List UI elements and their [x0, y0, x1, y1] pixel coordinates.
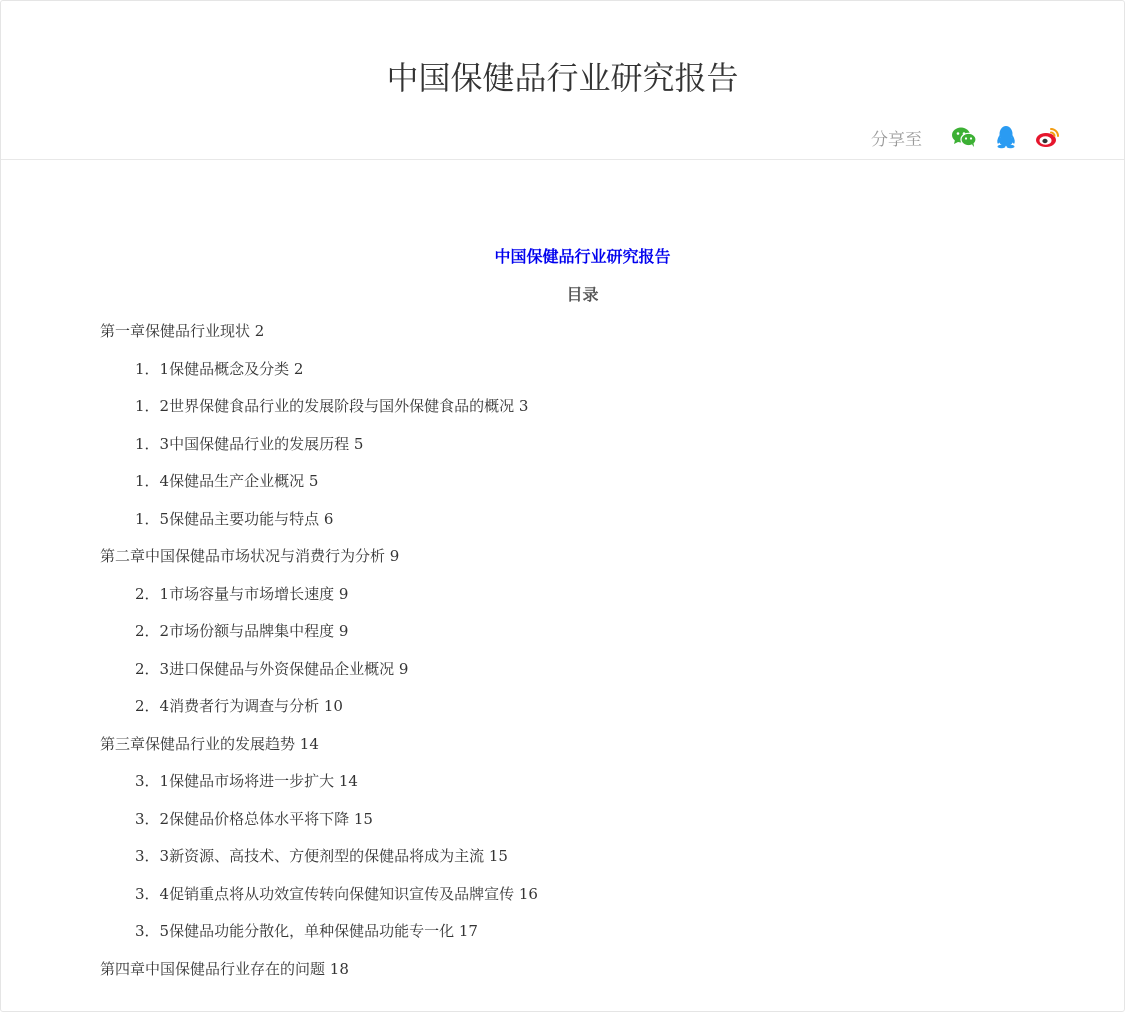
toc-section-entry: 3．3新资源、高技术、方便剂型的保健品将成为主流 15: [135, 847, 508, 865]
toc-chapter-entry: 第一章保健品行业现状 2: [100, 322, 265, 340]
share-bar: [871, 121, 1062, 153]
toc-section-entry: 1．5保健品主要功能与特点 6: [135, 509, 334, 528]
page-header: [1, 1, 1124, 160]
table-of-contents: [100, 319, 538, 994]
document-title: 中国保健品行业研究报告: [494, 247, 671, 266]
page-title: 中国保健品行业研究报告: [386, 59, 739, 97]
share-label: 分享至: [871, 129, 922, 150]
toc-section-entry: 3．2保健品价格总体水平将下降 15: [135, 809, 373, 828]
toc-heading: 目录: [566, 285, 599, 304]
toc-section-entry: 3．1保健品市场将进一步扩大 14: [135, 772, 358, 790]
toc-section-entry: 1．4保健品生产企业概况 5: [135, 472, 319, 490]
toc-section-entry: 1．2世界保健食品行业的发展阶段与国外保健食品的概况 3: [135, 397, 529, 415]
toc-section-entry: 3．4促销重点将从功效宣传转向保健知识宣传及品牌宣传 16: [135, 884, 538, 903]
toc-chapter-entry: 第三章保健品行业的发展趋势 14: [100, 734, 319, 753]
toc-section-entry: 2．1市场容量与市场增长速度 9: [135, 584, 349, 603]
toc-section-entry: 1．1保健品概念及分类 2: [135, 359, 304, 378]
toc-section-entry: 3．5保健品功能分散化，单种保健品功能专一化 17: [135, 922, 478, 940]
toc-section-entry: 2．2市场份额与品牌集中程度 9: [135, 622, 349, 640]
weibo-icon[interactable]: [1034, 123, 1062, 151]
toc-chapter-entry: 第四章中国保健品行业存在的问题 18: [100, 959, 349, 978]
toc-section-entry: 2．3进口保健品与外资保健品企业概况 9: [135, 659, 409, 678]
toc-chapter-entry: 第二章中国保健品市场状况与消费行为分析 9: [100, 547, 400, 565]
qq-icon[interactable]: [992, 123, 1020, 151]
toc-section-entry: 1．3中国保健品行业的发展历程 5: [135, 434, 364, 453]
toc-section-entry: 2．4消费者行为调查与分析 10: [135, 697, 343, 715]
wechat-icon[interactable]: [950, 123, 978, 151]
